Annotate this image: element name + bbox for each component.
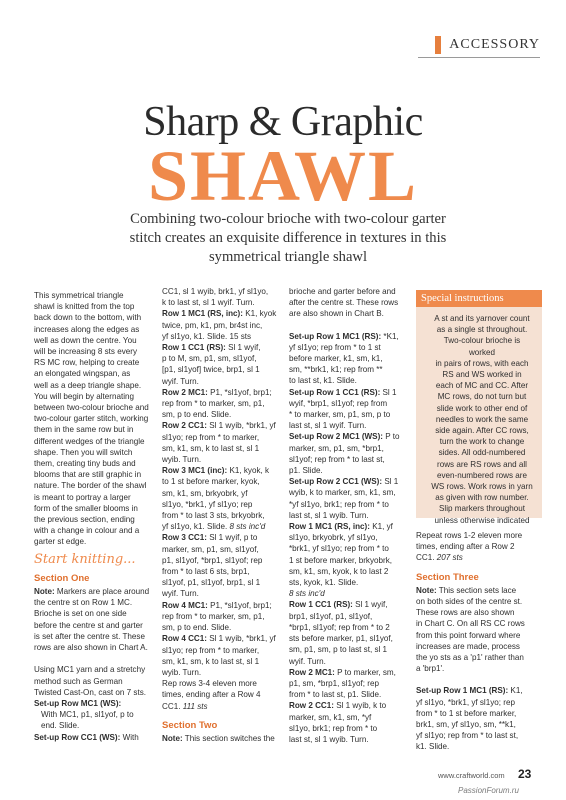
section-three-heading: Section Three [416, 571, 479, 583]
note-label: Note: [162, 733, 183, 743]
start-knitting-heading: Start knitting... [34, 551, 136, 567]
text-line: RS and WS worked in [442, 370, 522, 380]
row-label: Row 1 CC1 (RS): [162, 343, 226, 353]
pattern-line: Row 3 CC1: Sl 1 wyif, p to [162, 533, 258, 543]
setup-row-cc1-text: With [120, 732, 139, 742]
pattern-line: sts, kyok, k1. Slide. [289, 578, 359, 588]
pattern-line: sm, p to end. Slide. [162, 623, 232, 633]
setup-row-text: K1, yf sl1yo, *brk1, yf sl1yo; rep from * to 1 st before marker, brk1, sm, yf sl1yo, sm, **k1, yf sl1yo; rep from * to last st, k1. Slide. [416, 686, 523, 752]
pattern-line: yf sl1yo; rep from * to 1 st [289, 342, 381, 352]
text-line: garter st edge. [34, 537, 87, 547]
pattern-line: p1, sm, *brp1, sl1yof; rep [289, 678, 379, 688]
pattern-line: to last st, k1. Slide. [289, 376, 357, 386]
text-line: the previous section, ending [34, 515, 135, 525]
setup-row-cc1-label: Set-up Row CC1 (WS): [34, 732, 121, 742]
pattern-line: wyif. Turn. [162, 376, 199, 386]
pattern-line: Row 2 CC1: Sl 1 wyib, *brk1, yf [162, 421, 276, 431]
row-label: Row 2 MC1: [289, 667, 335, 677]
text-line: MC rows, do not turn but [437, 392, 527, 402]
pattern-line: Set-up Row 1 MC1 (RS): *K1, [289, 331, 399, 341]
text-line: rows are RS rows and all [437, 459, 527, 469]
text-line: Slip markers throughout [439, 504, 525, 514]
pattern-line: Row 1 MC1 (RS, inc): K1, yf [289, 522, 393, 532]
text-line: shawl is knitted from the top [34, 302, 135, 312]
text-line: WS rows. Work rows in yarn [431, 482, 533, 492]
pattern-line: *yf sl1yo, brk1; rep from * to [289, 499, 389, 509]
pattern-line: yf sl1yo, k1. Slide. 8 sts inc'd [162, 522, 266, 532]
pattern-line: wyib. Turn. [162, 667, 202, 677]
pattern-line: from * to last 6 sts, brp1, [162, 567, 250, 577]
text-line: nature. The border of the shawl [34, 481, 147, 491]
pattern-line: sm, k1, sm, brkyobrk, yf [162, 488, 248, 498]
header-rule [418, 57, 540, 58]
pattern-line: marker, sm, p1, sm, sl1yof, [162, 544, 259, 554]
pattern-line: [p1, sl1yof] twice, brp1, sl 1 [162, 365, 260, 375]
text-line: sides. All odd-numbered [438, 448, 526, 458]
pattern-line: last st, sl 1 wyib. Turn. [289, 734, 369, 744]
text-line: RS MC row, helping to create [34, 358, 140, 368]
row-label: Set-up Row 1 MC1 (RS): [289, 331, 382, 341]
pattern-line: Row 3 MC1 (inc): K1, kyok, k [162, 466, 270, 476]
row-label: Row 1 MC1 (RS, inc): [162, 309, 243, 319]
text-line: With MC1, p1, sl1yof, p to [41, 710, 134, 720]
pattern-line: p1. Slide. [289, 466, 323, 476]
pattern-line: CC1, sl 1 wyib, brk1, yf sl1yo, [162, 287, 269, 296]
page-number: 23 [518, 767, 532, 781]
pattern-line: sl1yof, p1, sl1yof, brp1, sl 1 [162, 578, 261, 588]
intro-text [34, 290, 150, 548]
note-label: Note: [416, 585, 437, 595]
pattern-line: Set-up Row 2 MC1 (WS): P to [289, 432, 400, 442]
text-line: side again. After CC rows, [435, 426, 529, 436]
pattern-line: rep from * to marker, sm, p1, [162, 611, 265, 621]
section-one-heading: Section One [34, 572, 90, 584]
note-label: Note: [34, 587, 55, 597]
text-line: between two-colour brioche and [34, 403, 149, 413]
pattern-line: wyif. Turn. [162, 589, 199, 599]
pattern-line: Row 1 CC1 (RS): Sl 1 wyif, [162, 343, 261, 353]
pattern-line: *brk1, yf sl1yo; rep from * to [289, 544, 389, 554]
pattern-line: sl1yo, brkyobrk, yf sl1yo, [289, 533, 378, 543]
pattern-line: Rep rows 3-4 eleven more [162, 679, 257, 689]
spacer [416, 674, 540, 685]
pattern-line: * to marker, sm, p1, sm, p to [289, 410, 391, 420]
text-line: form of the smaller blooms in [34, 503, 138, 513]
pattern-line: Row 2 CC1: Sl 1 wyib, k to [289, 701, 387, 711]
special-instructions-title: Special instructions [416, 290, 542, 307]
text-line: in pairs of rows, with each [435, 358, 529, 368]
row-label: Set-up Row 2 MC1 (WS): [289, 432, 383, 442]
text-line: two-colour garter stitch, working [34, 414, 149, 424]
pattern-line: yf sl1yo, k1. Slide. 15 sts [162, 331, 252, 341]
pattern-line: sl1yo; rep from * to marker, [162, 432, 260, 442]
title-line-2: SHAWL [147, 136, 419, 216]
pattern-line: wyib, k to marker, sm, k1, sm, [289, 488, 396, 498]
pattern-line: brp1, sl1yof, p1, sl1yof, [289, 611, 373, 621]
note-text: This section sets lace on both sides of the centre st. These rows are also shown in Chart C. On all RS CC rows from this point forward where increases are made, process the yo sts as a 'p1' rather than a 'brp1'. [416, 585, 525, 674]
text-line: end. Slide. [41, 721, 80, 731]
pattern-line: times, ending after a Row 4 [162, 690, 261, 700]
column-4 [416, 530, 540, 753]
pattern-line: sm, p1, sm, p to last st, sl 1 [289, 645, 388, 655]
pattern-line: after the centre st. These rows [289, 298, 399, 308]
row-label: Set-up Row 1 CC1 (RS): [289, 387, 381, 397]
pattern-line: to 1 st before marker, kyok, [162, 477, 260, 487]
text-line: with a change in colour and a [34, 526, 140, 536]
pattern-line: brioche and garter before and [289, 287, 396, 296]
pattern-line: Set-up Row 2 CC1 (WS): Sl 1 [289, 477, 399, 487]
row-label: Row 3 MC1 (inc): [162, 466, 228, 476]
text-line: A st and its yarnover count [434, 314, 530, 323]
pattern-line: sm, p to end. Slide. [162, 410, 232, 420]
pattern-rows [289, 286, 407, 745]
stitch-count: 8 sts inc'd [229, 522, 266, 532]
text-line: well as down the centre. You [34, 335, 137, 345]
pattern-line: sl1yo; rep from * to marker, [162, 645, 260, 655]
pattern-line: from * to last st, p1. Slide. [289, 690, 382, 700]
row-label: Row 4 MC1: [162, 600, 208, 610]
pattern-line: Row 2 MC1: P1, *sl1yof, brp1; [162, 387, 272, 397]
watermark: PassionForum.ru [458, 786, 519, 795]
text-line: will be increasing 8 sts every [34, 347, 138, 357]
setup-row-mc1-text [34, 709, 150, 731]
pattern-line: last st, sl 1 wyif. Turn. [289, 421, 367, 431]
pattern-line: sl1yof; rep from * to last st, [289, 454, 385, 464]
pattern-line: sl1yo, *brk1, yf sl1yo; rep [162, 499, 253, 509]
title-line-1: Sharp & Graphic [143, 99, 423, 145]
row-label: Row 3 CC1: [162, 533, 207, 543]
pattern-line [289, 588, 407, 599]
standfirst: Combining two-colour brioche with two-colour garter stitch creates an exquisite difference in textures in this symmetrical triangle shawl [129, 211, 447, 265]
pattern-rows [162, 286, 280, 712]
pattern-line: twice, pm, k1, pm, br4st inc, [162, 320, 263, 330]
pattern-line: rep from * to marker, sm, p1, [162, 399, 265, 409]
pattern-line [289, 320, 407, 331]
row-label: Row 2 CC1: [162, 421, 207, 431]
text-line: slide work to other end of [436, 403, 528, 413]
section-tag-bar [435, 36, 441, 54]
repeat-sts: 207 sts [436, 553, 463, 563]
text-line: You will begin by alternating [34, 391, 135, 401]
text-line: increases along the edges as [34, 324, 140, 334]
pattern-line: Row 2 MC1: P to marker, sm, [289, 667, 396, 677]
text-line: turn the work to change [439, 437, 525, 447]
note-text: This section switches the [182, 733, 275, 743]
pattern-line: Set-up Row 1 CC1 (RS): Sl 1 [289, 387, 397, 397]
text-line: shape. Then you will switch [34, 447, 133, 457]
row-label: Row 1 MC1 (RS, inc): [289, 522, 370, 532]
pattern-line: Row 4 CC1: Sl 1 wyib, *brk1, yf [162, 634, 276, 644]
pattern-line: Row 1 MC1 (RS, inc): K1, kyok [162, 309, 277, 319]
text-line: Using MC1 yarn and a stretchy [34, 665, 146, 675]
pattern-line: marker, sm, p1, sm, *brp1, [289, 443, 384, 453]
repeat-end: CC1. [416, 553, 437, 563]
text-line: back down to the bottom, with [34, 313, 142, 323]
special-instructions-box [416, 290, 542, 525]
row-label: Row 4 CC1: [162, 634, 207, 644]
text-line: different wedges of the triangle [34, 436, 145, 446]
special-instructions-body [416, 307, 542, 526]
text-line: an elongated wingspan, as [34, 369, 131, 379]
text-line: well as a deep triangle shape. [34, 380, 142, 390]
row-label: Row 2 CC1: [289, 701, 334, 711]
text-line: needles to work the same [435, 414, 529, 424]
text-line: This symmetrical triangle [34, 291, 124, 300]
pattern-line: p1, sl1yof, *brp1, sl1yof; rep [162, 555, 263, 565]
text-line: unless otherwise indicated [434, 515, 530, 525]
pattern-line: sm, **brk1, k1; rep from ** [289, 365, 383, 375]
pattern-line: from * to last 3 sts, brkyobrk, [162, 511, 265, 521]
text-line: is meant to portray a larger [34, 492, 131, 502]
text-line: each of MC and CC. After [435, 381, 529, 391]
section-two-heading: Section Two [162, 719, 218, 731]
text-line: method such as German [34, 676, 123, 686]
pattern-line: sts before marker, p1, sl1yof, [289, 634, 393, 644]
pattern-line: wyif. Turn. [289, 656, 326, 666]
pattern-line: Row 4 MC1: P1, *sl1yof, brp1; [162, 600, 272, 610]
column-1 [34, 290, 150, 743]
stitch-count: 111 sts [182, 701, 208, 711]
setup-row-mc1-label: Set-up Row MC1 (WS): [34, 698, 122, 708]
pattern-line: sm, k1, sm, k to last st, sl 1 [162, 443, 260, 453]
text-line: them, creating tiny buds and [34, 459, 136, 469]
text-line: even-numbered rows are [437, 470, 527, 480]
text-line: Twisted Cast-On, cast on 7 sts. [34, 687, 147, 697]
pattern-line: sl1yo, brk1; rep from * to [289, 723, 378, 733]
text-line: blooms that are still graphic in [34, 470, 142, 480]
repeat-text [416, 530, 540, 552]
pattern-line: sm, k1, sm, k to last st, sl 1 [162, 656, 260, 666]
stitch-count: 8 sts inc'd [289, 589, 325, 599]
pattern-line: CC1. 111 sts [162, 701, 208, 711]
footer-url: www.craftworld.com [438, 771, 505, 780]
pattern-line: *brp1, sl1yof; rep from * to 2 [289, 622, 390, 632]
spacer [34, 653, 150, 664]
column-2 [162, 286, 280, 744]
text-line: times, ending after a Row 2 [416, 542, 515, 552]
pattern-line: sm, k1, sm, kyok, k to last 2 [289, 566, 389, 576]
pattern-line: marker, sm, k1, sm, *yf [289, 712, 372, 722]
pattern-line: before marker, k1, sm, k1, [289, 354, 383, 364]
pattern-line: 1 st before marker, brkyobrk, [289, 555, 393, 565]
using-text [34, 664, 150, 698]
text-line: Repeat rows 1-2 eleven more [416, 531, 523, 540]
note-text: Markers are place around the centre st on Row 1 MC. Brioche is set on one side before the centre st and garter is set after the centre st. These rows are also shown in Chart A. [34, 587, 150, 653]
pattern-line: k to last st, sl 1 wyif. Turn. [162, 298, 255, 308]
text-line: as a single st throughout. [436, 325, 528, 335]
pattern-line: wyif, *brp1, sl1yof; rep from [289, 398, 388, 408]
pattern-line: wyib. Turn. [162, 455, 202, 465]
column-3 [289, 286, 407, 745]
text-line: them in the same row but in [34, 425, 134, 435]
pattern-line: are also shown in Chart B. [289, 309, 384, 319]
section-one-note [34, 586, 150, 653]
text-line: as given with row number. [435, 493, 529, 503]
setup-row-label: Set-up Row 1 MC1 (RS): [416, 686, 509, 696]
row-label: Set-up Row 2 CC1 (WS): [289, 477, 383, 487]
section-tag [435, 36, 540, 54]
pattern-line: Row 1 CC1 (RS): Sl 1 wyif, [289, 600, 388, 610]
row-label: Row 2 MC1: [162, 387, 208, 397]
text-line: Two-colour brioche is worked [443, 336, 521, 357]
row-label: Row 1 CC1 (RS): [289, 600, 353, 610]
pattern-line: p to M, sm, p1, sm, sl1yof, [162, 354, 257, 364]
pattern-line: last st, sl 1 wyib. Turn. [289, 510, 369, 520]
section-label: ACCESSORY [449, 37, 540, 52]
